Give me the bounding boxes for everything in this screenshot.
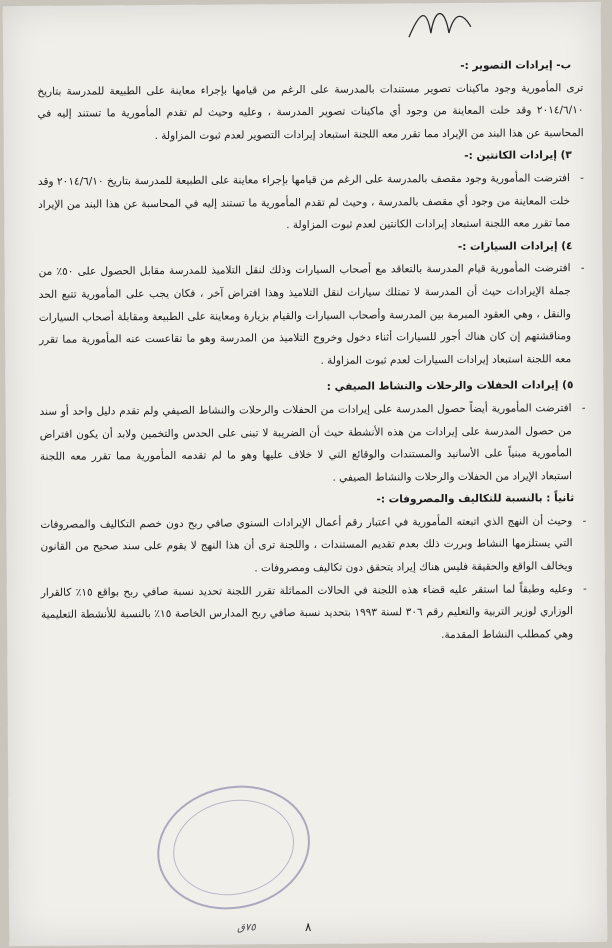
page-number: ٨ [304,919,312,935]
bullet-dash-icon: - [581,401,586,414]
bullet-dash-icon: - [582,582,587,595]
bullet-dash-icon: - [580,262,585,275]
section-heading: ٣) إيرادات الكانتين :- [464,149,572,163]
handwritten-mark-icon [405,3,475,43]
bullet-paragraph: -افترضت المأمورية وجود مقصف بالمدرسة على الرغم من قيامها بإجراء معاينة على الطبيعة للمدرسة بتاريخ ٢٠١٤/٦/١٠ وقد خلت المعاينة من وجود أي مقصف بالمدرسة ، وحيث لم تقدم المأمورية ما تستند إليه في المحاسبة عن هذا البند من الإيراد مما تقرر معه اللجنة استبعاد إيرادات الكانتين لعدم ثبوت المزاولة . [38,167,584,239]
bullet-paragraph: -وحيث أن النهج الذي اتبعته المأمورية في اعتبار رقم أعمال الإيرادات السنوي صافي ربح دون خصم التكاليف والمصروفات التي يستلزمها النشاط وبررت ذلك بعدم تقديم المستندات ، واللجنة ترى أن هذا النهج لا يقوم على سند صحيح من القانون ويخالف الواقع والحقيقة فليس هناك إيراد يتحقق دون تكاليف ومصروفات . [40,510,586,582]
section-heading: ٥) إيرادات الحفلات والرحلات والنشاط الصيفي : [326,379,574,394]
official-stamp-icon [145,771,322,923]
bullet-paragraph: -وعليه وطبقاً لما استقر عليه قضاء هذه اللجنة في الحالات المماثلة تقرر اللجنة تحديد نسبة صافي ربح بواقع ١٥٪ كالقرار الوزاري لوزير التربية والتعليم رقم ٣٠٦ لسنة ١٩٩٣ بتحديد نسبة صافي ربح المدارس الخاصة ١٥٪ بالنسبة للأنشطة التعليمية وهي كمطلب النشاط المقدمة. [41,578,587,650]
document-page [3,2,608,946]
bullet-dash-icon: - [582,514,587,527]
bullet-paragraph: -افترضت المأمورية قيام المدرسة بالتعاقد مع أصحاب السيارات وذلك لنقل التلاميذ للمدرسة مقابل الحصول على ٥٠٪ من جملة الإيرادات حيث أن المدرسة لا تمتلك سيارات لنقل التلاميذ وهذا افتراض آخر ، فكان يجب على المأمورية تتبع الحد والنقل ، وهي العقود المبرمة بين المدرسة وأصحاب السيارات والقيام بزيارة ومعاينة على الطبيعة ومقابلة أصحاب السيارات ومناقشتهم إن كان هناك أجور للسيارات أثناء دخول وخروج التلاميذ من المدرسة وهو ما تقاعست عنه المأمورية مما تقرر معه اللجنة استبعاد إيرادات السيارات لعدم ثبوت المزاولة . [39,257,586,374]
section-heading: ثانياً : بالنسبة للتكاليف والمصروفات :- [376,492,575,506]
document-body [37,54,587,649]
body-paragraph: ترى المأمورية وجود ماكينات تصوير مستندات بالمدرسة على الرغم من قيامها بإجراء معاينة على الطبيعة للمدرسة بتاريخ ٢٠١٤/٦/١٠ وقد خلت المعاينة من وجود أي ماكينات تصوير المدرسة ، وعليه وحيث لم تقدم المأمورية ما تستند إليه في المحاسبة عن هذا البند من الإيراد مما تقرر معه اللجنة استبعاد إيرادات التصوير لعدم ثبوت المزاولة . [37,81,584,142]
corner-note: ٧٥ق [237,922,256,934]
paragraph-list [37,77,587,650]
section-heading: ٤) إيرادات السيارات :- [457,239,573,253]
section-heading: ب- إيرادات التصوير :- [460,59,572,72]
bullet-paragraph: -افترضت المأمورية أيضاً حصول المدرسة على إيرادات من الحفلات والرحلات والنشاط الصيفي ولم تقدم دليل واحد أو سند من حصول المدرسة على إيرادات من هذه الأنشطة حيث أن الضريبة لا تبنى على الحدس والتخمين ولابد أن يكون افتراض المأمورية مبنياً على الأسانيد والمستندات والوقائع التي لا خلاف عليها وهو ما لم تقدمه المأمورية مما تقرر معه اللجنة استبعاد الإيراد من الحفلات والرحلات والنشاط الصيفي . [39,397,586,491]
bullet-dash-icon: - [580,172,584,185]
